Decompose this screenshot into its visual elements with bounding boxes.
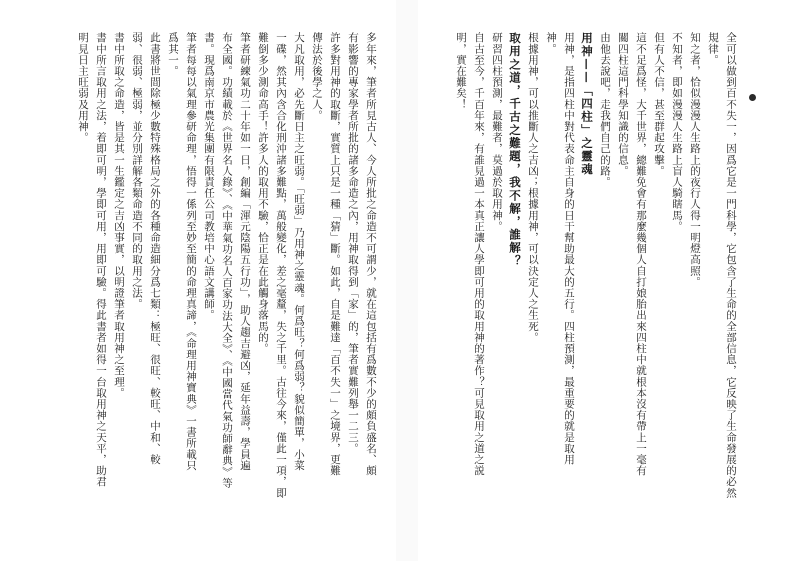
text-column: 一碟，然其內含合化刑沖諸多難點，萬般變化，差之毫釐，失之千里。古往今來，僅此一項，即 bbox=[275, 32, 287, 499]
text-column: 布全國。功績載於《世界名人錄》、《中華氣功名人百家功法大全》、《中國當代氣功師辭典》等 bbox=[221, 32, 233, 489]
text-column: 但有人不信，甚至群起攻擊。 bbox=[653, 32, 665, 177]
text-column: 爲其一。 bbox=[167, 32, 179, 77]
text-column: 筆者研練氣功二十年如一日，創編「渾元陰陽五行功」，助人趨吉避凶，延年益壽，學員遍 bbox=[239, 32, 251, 471]
section-heading: 取用之道，千古之難題，我不解，誰解？ bbox=[508, 32, 522, 268]
text-column: 明見日主旺弱及用神。 bbox=[77, 32, 89, 143]
text-column: 有影響的專家學者所批的諸多命造之內，用神取得到「家」的，筆者實難列舉一二三。 bbox=[347, 32, 359, 454]
text-column: 神。 bbox=[545, 32, 557, 55]
text-column: 由他去說吧，走我們自己的路。 bbox=[599, 32, 611, 188]
text-column: 多年來，筆者所見古人、今人所批之命造不可謂少，就在這包括有爲數不少的頗負盛名、頗 bbox=[365, 32, 377, 476]
text-column: 許多對用神的取斷，實質上只是一種「猜」斷。如此，自是難達「百不失一」之境界，更難 bbox=[329, 32, 341, 476]
text-column: 大凡取用，必先斷日主之旺弱。「旺弱」乃用神之靈魂。何爲旺？何爲弱？貌似簡單，小菜 bbox=[293, 32, 305, 471]
book-gutter bbox=[396, 0, 418, 561]
section-heading: 用神——「四柱」之靈魂 bbox=[580, 32, 594, 177]
text-column: 此書將世間除極少數特殊格局之外的各種命造細分爲七類：極旺、很旺、較旺、中和、較 bbox=[149, 32, 161, 465]
binding-dot bbox=[749, 94, 756, 101]
text-column: 不知者，即如漫漫人生路上盲人騎瞎馬。 bbox=[671, 32, 683, 232]
text-column: 規律。 bbox=[707, 32, 719, 66]
text-column: 研習四柱預測，最難者，莫過於取用神。 bbox=[491, 32, 503, 232]
right-page bbox=[435, 32, 740, 537]
text-column: 難倒多少測命高手！許多人的取用不驗，恰正是在此觸身落馬的。 bbox=[257, 32, 269, 354]
left-page bbox=[62, 32, 380, 537]
text-column: 弱、很弱、極弱，並分別詳解各類命造不同的取用之法。 bbox=[131, 32, 143, 310]
text-column: 知之者，恰似漫漫人生路上的夜行人得一明燈高照。 bbox=[689, 32, 701, 288]
text-column: 根據用神，可以推斷人之吉凶；根據用神，可以決定人之生死。 bbox=[527, 32, 539, 343]
text-column: 書中所取之命造，皆是其一生鑑定之吉凶事實，以明證筆者取用神之至理。 bbox=[113, 32, 125, 399]
text-column: 自古至今，千百年來，有誰見過一本真正讓人學即可用的取用神的著作？可見取用之道之説 bbox=[473, 32, 485, 476]
text-column: 這不足爲怪，大千世界，總難免會有那麼幾個人自打娘胎出來四柱中就根本沒有帶上一毫有 bbox=[635, 32, 647, 476]
text-column: 全可以做到百不失一，因爲它是一門科學，它包含了生命的全部信息，它反映了生命發展的必然 bbox=[725, 32, 737, 499]
text-column: 筆者每每以氣理參研命理，悟得一係列至妙至簡的命理真諦，《命理用神寶典》一書所載只 bbox=[185, 32, 197, 471]
text-column: 明，實在難矣！ bbox=[455, 32, 467, 110]
text-column: 書中所言取用之法，着即可明，學即可用，用即可驗。得此書者如得一台取用神之天平，助君 bbox=[95, 32, 107, 488]
text-column: 傳法於後學之人。 bbox=[311, 32, 323, 121]
text-column: 書。現爲南京市農光集團有限責任公司教培中心語文講師。 bbox=[203, 32, 215, 321]
text-column: 用神，是指四柱中對代表命主自身的日干幫助最大的五行。四柱預測，最重要的就是取用 bbox=[563, 32, 575, 465]
text-column: 關四柱這門科學知識的信息。 bbox=[617, 32, 629, 177]
